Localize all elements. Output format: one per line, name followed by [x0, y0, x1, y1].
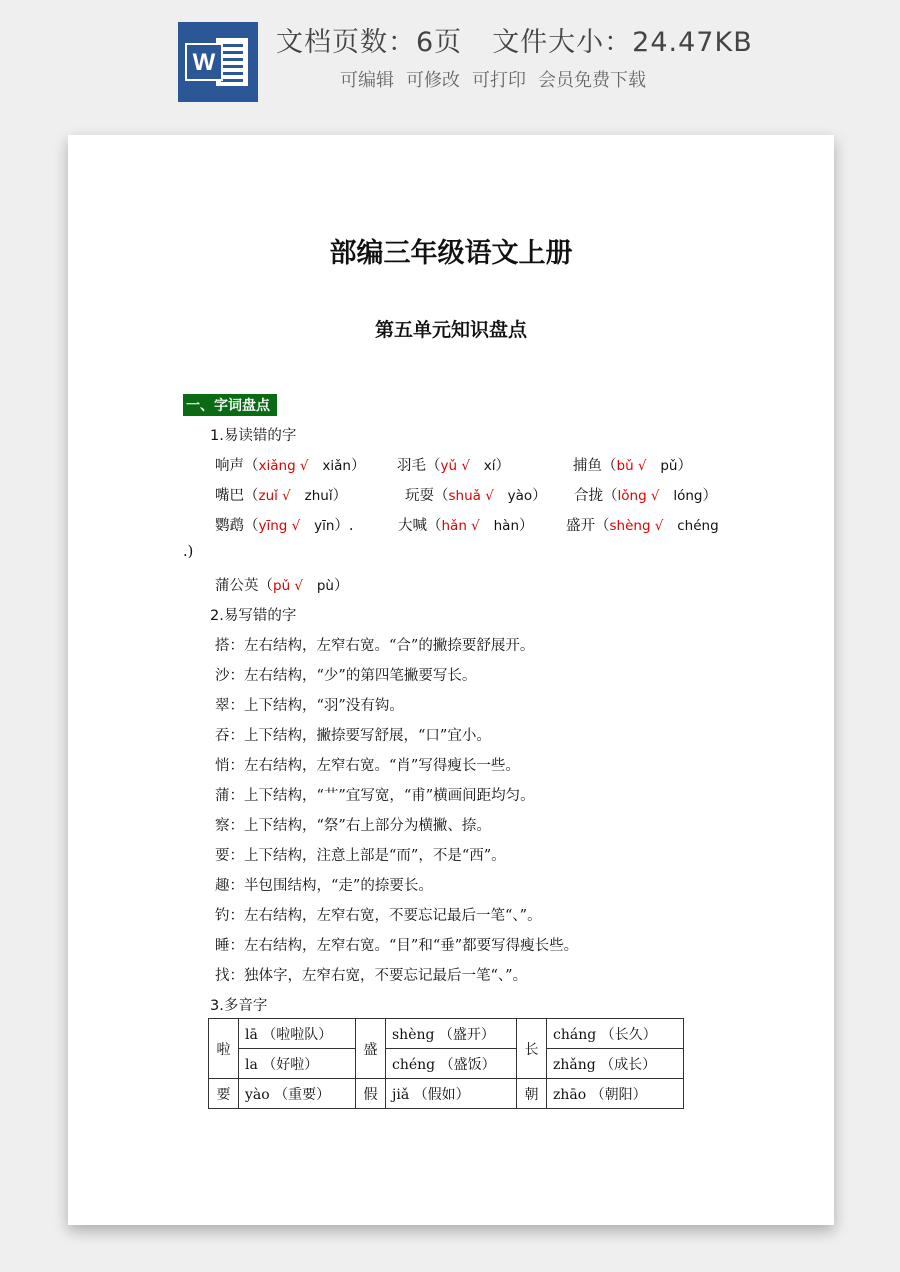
- poly-reading: shèng （盛开）: [386, 1019, 517, 1049]
- word-logo-letter: W: [192, 49, 216, 76]
- feature-member-download: 会员免费下载: [538, 70, 646, 91]
- read-word: 蒲公英（pǔ √ pù）: [215, 578, 349, 594]
- write-note: 钓：左右结构，左窄右宽，不要忘记最后一笔“、”。: [215, 908, 542, 924]
- read-word: 嘴巴（zuǐ √ zhuǐ）: [215, 488, 348, 504]
- poly-char: 朝: [517, 1079, 547, 1109]
- read-word: 大喊（hǎn √ hàn）: [398, 518, 534, 534]
- feature-printable: 可打印: [472, 70, 526, 91]
- poly-char: 要: [209, 1079, 239, 1109]
- file-size: 文件大小：24.47KB: [492, 27, 753, 58]
- write-note: 悄：左右结构，左窄右宽。“肖”写得瘦长一些。: [215, 758, 520, 774]
- subheading-polyphonic: 3.多音字: [210, 998, 268, 1014]
- read-word: 响声（xiǎng √ xiǎn）: [215, 458, 366, 474]
- poly-reading: cháng （长久）: [547, 1019, 684, 1049]
- poly-reading: yào （重要）: [239, 1079, 356, 1109]
- subheading-misread: 1.易读错的字: [210, 428, 297, 444]
- wrapped-paren: .): [183, 544, 194, 560]
- doc-subtitle: 第五单元知识盘点: [374, 319, 527, 341]
- feature-modifiable: 可修改: [406, 70, 460, 91]
- write-note: 蒲：上下结构，“艹”宜写宽，“甫”横画间距均匀。: [215, 788, 535, 804]
- read-word: 盛开（shèng √ chéng: [566, 518, 719, 534]
- subheading-miswritten: 2.易写错的字: [210, 608, 297, 624]
- doc-title: 部编三年级语文上册: [329, 238, 573, 269]
- read-word: 鹦鹉（yīng √ yīn）.: [215, 518, 354, 534]
- page-count: 文档页数：6页: [276, 27, 463, 58]
- poly-reading: lā （啦啦队）: [239, 1019, 356, 1049]
- poly-char: 啦: [209, 1019, 239, 1079]
- section-heading: 一、字词盘点: [183, 394, 277, 416]
- polyphonic-table: [208, 1018, 684, 1109]
- write-note: 要：上下结构，注意上部是“而”，不是“西”。: [215, 848, 506, 864]
- write-note: 趣：半包围结构，“走”的捺要长。: [215, 878, 433, 894]
- write-note: 睡：左右结构，左窄右宽。“目”和“垂”都要写得瘦长些。: [215, 938, 579, 954]
- poly-reading: la （好啦）: [239, 1049, 356, 1079]
- read-word: 玩耍（shuǎ √ yào）: [405, 488, 547, 504]
- poly-reading: jiǎ （假如）: [386, 1079, 517, 1109]
- file-info: [276, 20, 753, 59]
- read-word: 羽毛（yǔ √ xí）: [397, 458, 511, 474]
- poly-reading: zhǎng （成长）: [547, 1049, 684, 1079]
- write-note: 翠：上下结构，“羽”没有钩。: [215, 698, 404, 714]
- write-note: 察：上下结构，“祭”右上部分为横撇、捺。: [215, 818, 491, 834]
- write-note: 吞：上下结构，撇捺要写舒展，“口”宜小。: [215, 728, 491, 744]
- write-note: 搭：左右结构，左窄右宽。“合”的撇捺要舒展开。: [215, 638, 535, 654]
- poly-char: 假: [356, 1079, 386, 1109]
- poly-char: 长: [517, 1019, 547, 1079]
- feature-editable: 可编辑: [340, 70, 394, 91]
- write-note: 找：独体字，左窄右宽，不要忘记最后一笔“、”。: [215, 968, 528, 984]
- word-document-icon: [178, 22, 258, 102]
- poly-reading: chéng （盛饭）: [386, 1049, 517, 1079]
- poly-reading: zhāo （朝阳）: [547, 1079, 684, 1109]
- document-page[interactable]: [68, 135, 834, 1225]
- write-note: 沙：左右结构，“少”的第四笔撇要写长。: [215, 668, 477, 684]
- read-word: 合拢（lǒng √ lóng）: [574, 488, 717, 504]
- poly-char: 盛: [356, 1019, 386, 1079]
- read-word: 捕鱼（bǔ √ pǔ）: [573, 458, 692, 474]
- feature-list: [340, 66, 646, 92]
- download-header: [0, 0, 900, 118]
